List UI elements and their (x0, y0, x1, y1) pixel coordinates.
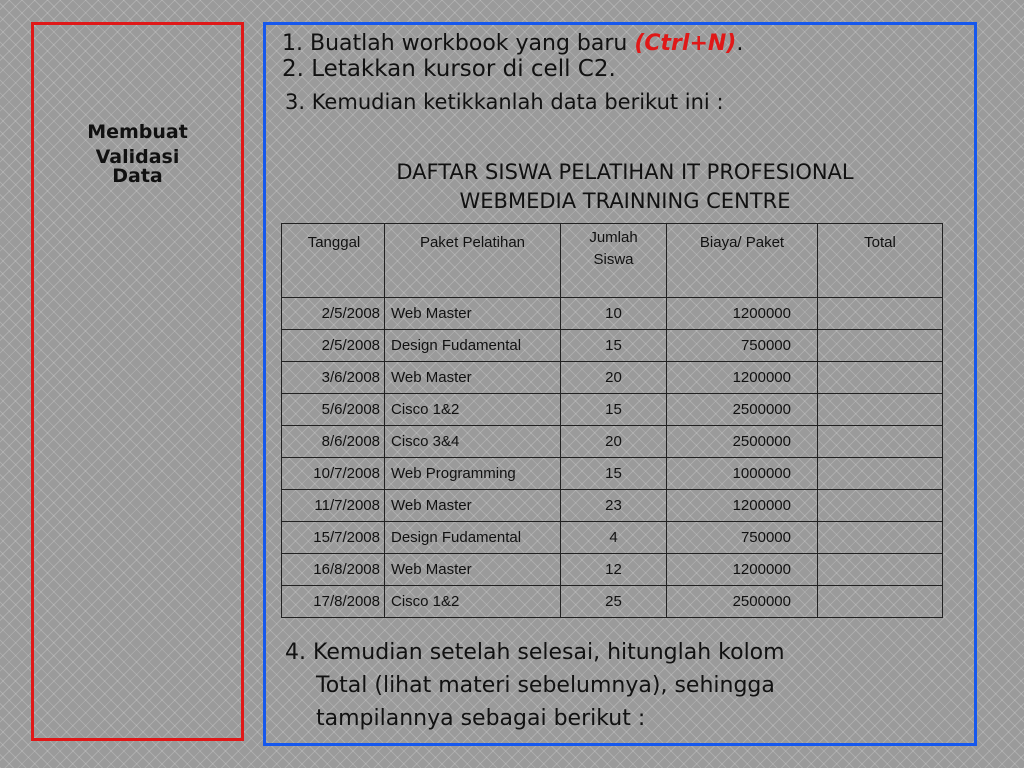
cell-total (818, 298, 943, 330)
header-total: Total (818, 224, 943, 298)
table-header-row (282, 224, 943, 298)
cell-biaya: 2500000 (667, 586, 818, 618)
cell-biaya: 750000 (667, 522, 818, 554)
cell-paket: Design Fudamental (385, 522, 561, 554)
table-row (282, 522, 943, 554)
table-row (282, 554, 943, 586)
step-3-instruction: 3. Kemudian ketikkanlah data berikut ini : (285, 90, 724, 114)
table-caption (300, 158, 950, 216)
step-4-instruction (285, 636, 785, 735)
cell-paket: Web Master (385, 490, 561, 522)
cell-tanggal: 5/6/2008 (282, 394, 385, 426)
cell-jumlah: 12 (561, 554, 667, 586)
table-row (282, 426, 943, 458)
cell-total (818, 586, 943, 618)
ctrl-n-shortcut: (Ctrl+N) (634, 31, 737, 56)
cell-jumlah: 15 (561, 458, 667, 490)
cell-jumlah: 25 (561, 586, 667, 618)
step-4-line: Total (lihat materi sebelumnya), sehingga (316, 673, 775, 698)
cell-tanggal: 11/7/2008 (282, 490, 385, 522)
cell-total (818, 490, 943, 522)
left-panel-frame (31, 22, 244, 741)
step-4-line: 4. Kemudian setelah selesai, hitunglah kolom (285, 640, 785, 665)
cell-tanggal: 8/6/2008 (282, 426, 385, 458)
slide-section-title (34, 120, 241, 189)
cell-total (818, 426, 943, 458)
cell-biaya: 1200000 (667, 554, 818, 586)
table-row (282, 298, 943, 330)
cell-jumlah: 10 (561, 298, 667, 330)
cell-jumlah: 4 (561, 522, 667, 554)
cell-biaya: 1200000 (667, 490, 818, 522)
header-jumlah-siswa (561, 224, 667, 298)
cell-tanggal: 15/7/2008 (282, 522, 385, 554)
cell-total (818, 362, 943, 394)
cell-total (818, 458, 943, 490)
caption-line: DAFTAR SISWA PELATIHAN IT PROFESIONAL (396, 160, 854, 184)
cell-paket: Cisco 1&2 (385, 394, 561, 426)
cell-paket: Web Master (385, 554, 561, 586)
header-biaya-paket: Biaya/ Paket (667, 224, 818, 298)
step-1-period: . (736, 31, 744, 56)
cell-tanggal: 17/8/2008 (282, 586, 385, 618)
cell-jumlah: 20 (561, 426, 667, 458)
cell-total (818, 522, 943, 554)
section-title-line: Data (112, 165, 163, 187)
table-row (282, 490, 943, 522)
header-tanggal: Tanggal (282, 224, 385, 298)
cell-tanggal: 10/7/2008 (282, 458, 385, 490)
table-row (282, 586, 943, 618)
table-row (282, 394, 943, 426)
cell-tanggal: 16/8/2008 (282, 554, 385, 586)
cell-paket: Cisco 3&4 (385, 426, 561, 458)
cell-paket: Web Programming (385, 458, 561, 490)
step-2-instruction: 2. Letakkan kursor di cell C2. (282, 56, 616, 82)
header-jumlah-line2: Siswa (593, 251, 634, 268)
cell-biaya: 2500000 (667, 426, 818, 458)
cell-biaya: 750000 (667, 330, 818, 362)
cell-paket: Web Master (385, 298, 561, 330)
cell-total (818, 330, 943, 362)
step-1-text: 1. Buatlah workbook yang baru (282, 31, 635, 56)
table-row (282, 330, 943, 362)
cell-jumlah: 15 (561, 394, 667, 426)
cell-tanggal: 2/5/2008 (282, 330, 385, 362)
header-jumlah-line1: Jumlah (589, 229, 638, 246)
cell-paket: Cisco 1&2 (385, 586, 561, 618)
cell-paket: Design Fudamental (385, 330, 561, 362)
cell-paket: Web Master (385, 362, 561, 394)
cell-total (818, 394, 943, 426)
caption-line: WEBMEDIA TRAINNING CENTRE (459, 189, 791, 213)
table-row (282, 458, 943, 490)
cell-biaya: 1200000 (667, 362, 818, 394)
cell-total (818, 554, 943, 586)
step-4-line: tampilannya sebagai berikut : (316, 706, 646, 731)
cell-biaya: 2500000 (667, 394, 818, 426)
section-title-line: Validasi (95, 146, 180, 168)
cell-jumlah: 23 (561, 490, 667, 522)
table-row (282, 362, 943, 394)
cell-biaya: 1000000 (667, 458, 818, 490)
student-data-table (281, 223, 943, 618)
cell-biaya: 1200000 (667, 298, 818, 330)
cell-tanggal: 3/6/2008 (282, 362, 385, 394)
cell-jumlah: 20 (561, 362, 667, 394)
header-paket-pelatihan: Paket Pelatihan (385, 224, 561, 298)
table-body (282, 298, 943, 618)
cell-jumlah: 15 (561, 330, 667, 362)
step-1-instruction (282, 31, 743, 56)
section-title-line: Membuat (87, 121, 188, 143)
cell-tanggal: 2/5/2008 (282, 298, 385, 330)
